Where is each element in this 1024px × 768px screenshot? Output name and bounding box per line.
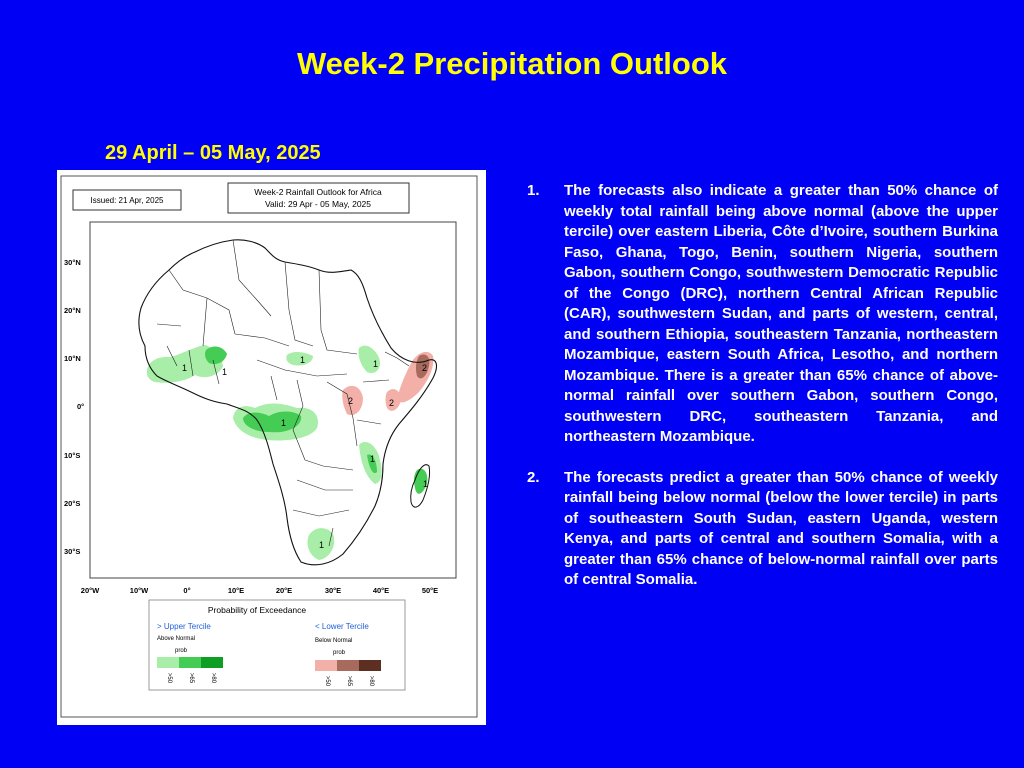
- legend-upper-prob: prob: [175, 648, 188, 654]
- lat-label-10s: 10°S: [64, 451, 81, 460]
- legend-lower-thr-1: >50: [324, 675, 330, 687]
- lat-label-20s: 20°S: [64, 499, 81, 508]
- label-tanzania: 1: [370, 454, 376, 464]
- map-figure: [57, 170, 486, 725]
- label-ethiopia: 1: [373, 359, 379, 369]
- label-sudan: 1: [300, 355, 306, 365]
- issued-label: Issued: 21 Apr, 2025: [90, 196, 164, 205]
- legend-upper-thr-2: >65: [188, 672, 194, 684]
- lon-label-40e: 40°E: [372, 586, 390, 595]
- lon-label-10e: 10°E: [227, 586, 245, 595]
- lat-label-30s: 30°S: [64, 547, 81, 556]
- outlook-bullets: [527, 181, 998, 611]
- legend-lower-heading: < Lower Tercile: [315, 622, 369, 631]
- lon-label-30e: 30°E: [324, 586, 342, 595]
- legend-lower-thr-3: >80: [368, 675, 374, 687]
- legend-lower-swatch-1: [315, 660, 337, 671]
- legend: [149, 600, 405, 690]
- legend-lower-thr-2: >65: [346, 675, 352, 687]
- label-somalia: 2: [422, 363, 428, 373]
- legend-upper-thr-1: >50: [166, 672, 172, 684]
- map-header-valid: Valid: 29 Apr - 05 May, 2025: [265, 199, 371, 209]
- lon-label-20e: 20°E: [275, 586, 293, 595]
- slide-title: Week-2 Precipitation Outlook: [296, 46, 728, 81]
- label-congo: 1: [281, 418, 287, 428]
- legend-upper-sub: Above Normal: [157, 636, 196, 642]
- date-range: 29 April – 05 May, 2025: [105, 142, 321, 164]
- lat-label-30n: 30°N: [64, 258, 81, 267]
- lon-label-0: 0°: [183, 586, 191, 595]
- rainfall-outlook-map: [57, 170, 486, 725]
- label-kenya: 2: [389, 398, 395, 408]
- lat-label-0: 0°: [77, 402, 85, 411]
- legend-upper-heading: > Upper Tercile: [157, 622, 211, 631]
- legend-lower-swatch-2: [337, 660, 359, 671]
- lon-label-50e: 50°E: [421, 586, 439, 595]
- label-w-africa-b: 1: [222, 367, 228, 377]
- lon-label-20w: 20°W: [80, 586, 100, 595]
- label-south-africa: 1: [319, 540, 325, 550]
- legend-upper-swatch-2: [179, 657, 201, 668]
- legend-lower-sub: Below Normal: [315, 638, 353, 644]
- lon-label-10w: 10°W: [129, 586, 149, 595]
- label-mozambique: 1: [423, 479, 429, 489]
- legend-lower-swatch-3: [359, 660, 381, 671]
- bullet-item: [527, 468, 998, 591]
- bullet-text: The forecasts also indicate a greater than 50% chance of weekly total rainfall being above normal (above the upper tercile) over eastern Liberia, Côte d’Ivoire, southern Burkina Faso, Ghana, Togo, Benin, southern Nigeria, southern Gabon, southern Congo, southwestern Democratic Republic of the Congo (DRC), northern Central African Republic (CAR), southwestern Sudan, and parts of western, central, and southern Ethiopia, southeastern Tanzania, northeastern Mozambique, eastern South Africa, Lesotho, and northern Mozambique. There is a greater than 65% chance of above-normal rainfall over southern Gabon, southern Congo, southwestern DRC, southeastern Tanzania, and northeastern Mozambique.: [564, 182, 998, 445]
- legend-upper-thr-3: >80: [210, 672, 216, 684]
- lat-label-20n: 20°N: [64, 306, 81, 315]
- legend-upper-swatch-3: [201, 657, 223, 668]
- bullet-item: [527, 181, 998, 448]
- bullet-number: 1.: [527, 182, 540, 199]
- label-w-africa-a: 1: [182, 363, 188, 373]
- bullet-number: 2.: [527, 468, 540, 486]
- legend-lower-prob: prob: [333, 650, 346, 656]
- label-south-sudan: 2: [348, 396, 354, 406]
- legend-title: Probability of Exceedance: [207, 605, 307, 615]
- legend-upper-swatch-1: [157, 657, 179, 668]
- map-header-title: Week-2 Rainfall Outlook for Africa: [254, 187, 382, 197]
- lat-label-10n: 10°N: [64, 354, 81, 363]
- bullet-text: The forecasts predict a greater than 50% chance of weekly rainfall being below normal (below the lower tercile) in parts of southeastern South Sudan, eastern Uganda, western Kenya, and parts of central and southern Somalia, with a greater than 65% chance of below-normal rainfall over parts of central Somalia.: [564, 468, 998, 588]
